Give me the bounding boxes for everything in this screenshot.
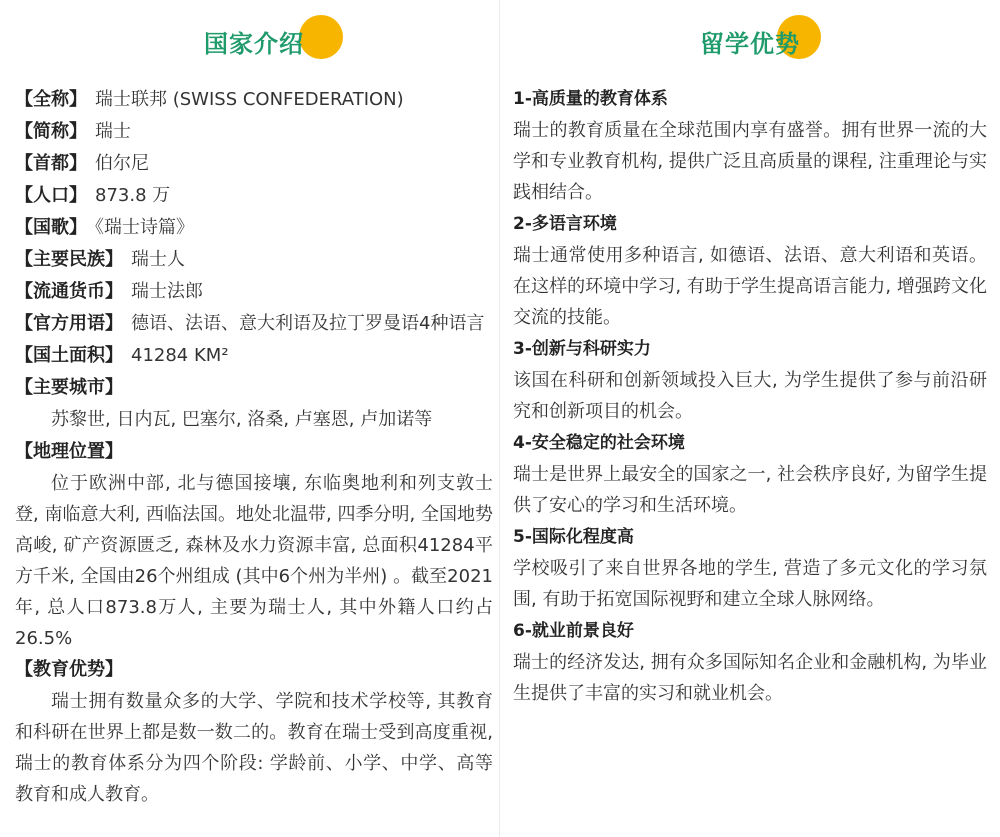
fact-row <box>15 340 493 372</box>
advantage-title: 1-高质量的教育体系 <box>513 89 668 109</box>
advantage-body: 瑞士是世界上最安全的国家之一, 社会秩序良好, 为留学生提供了安心的学习和生活环境。 <box>513 464 987 516</box>
column-divider <box>499 0 500 837</box>
cities-value: 苏黎世, 日内瓦, 巴塞尔, 洛桑, 卢塞恩, 卢加诺等 <box>51 409 433 430</box>
fact-label: 【首都】 <box>15 153 87 174</box>
fact-value: 瑞士法郎 <box>131 281 203 302</box>
fact-value: 873.8 万 <box>95 185 171 206</box>
geo-paragraph: 位于欧洲中部, 北与德国接壤, 东临奥地利和列支敦士登, 南临意大利, 西临法国。地处北温带, 四季分明, 全国地势高峻, 矿产资源匮乏, 森林及水力资源丰富, 总面积41284平方千米, 全国由26个州组成 (其中6个州为半州) 。截至2021年, 总人口873.8万人, 主要为瑞士人, 其中外籍人口约占26.5% <box>15 473 493 649</box>
fact-label: 【国歌】 <box>15 217 87 238</box>
edu-label: 【教育优势】 <box>15 659 123 680</box>
fact-row <box>15 212 493 244</box>
fact-row <box>15 276 493 308</box>
fact-label: 【全称】 <box>15 89 87 110</box>
fact-row <box>15 116 493 148</box>
fact-row <box>15 180 493 212</box>
advantage-title: 3-创新与科研实力 <box>513 339 651 359</box>
fact-label: 【简称】 <box>15 121 87 142</box>
fact-label: 【流通货币】 <box>15 281 123 302</box>
advantage-title: 4-安全稳定的社会环境 <box>513 433 685 453</box>
fact-value: 伯尔尼 <box>95 153 149 174</box>
fact-label: 【人口】 <box>15 185 87 206</box>
fact-value: 瑞士人 <box>131 249 185 270</box>
advantage-body: 瑞士的经济发达, 拥有众多国际知名企业和金融机构, 为毕业生提供了丰富的实习和就业机会。 <box>513 652 987 704</box>
country-intro-section <box>15 0 493 810</box>
geo-label: 【地理位置】 <box>15 441 123 462</box>
fact-value: 瑞士联邦 (SWISS CONFEDERATION) <box>95 89 404 110</box>
country-intro-heading <box>15 0 493 84</box>
fact-value: 瑞士 <box>95 121 131 142</box>
advantage-body: 瑞士的教育质量在全球范围内享有盛誉。拥有世界一流的大学和专业教育机构, 提供广泛且高质量的课程, 注重理论与实践相结合。 <box>513 120 987 203</box>
advantage-body: 该国在科研和创新领域投入巨大, 为学生提供了参与前沿研究和创新项目的机会。 <box>513 370 987 422</box>
fact-label: 【主要民族】 <box>15 249 123 270</box>
edu-label-row <box>15 654 493 686</box>
study-advantages-section <box>513 0 987 712</box>
geo-label-row <box>15 436 493 468</box>
facts-list <box>15 84 493 468</box>
fact-row <box>15 148 493 180</box>
study-advantages-heading <box>513 0 987 84</box>
fact-label: 【官方用语】 <box>15 313 123 334</box>
fact-value: 《瑞士诗篇》 <box>95 217 194 238</box>
advantage-title: 2-多语言环境 <box>513 214 617 234</box>
advantage-title: 6-就业前景良好 <box>513 621 634 641</box>
fact-value: 德语、法语、意大利语及拉丁罗曼语4种语言 <box>131 313 485 334</box>
advantage-body: 学校吸引了来自世界各地的学生, 营造了多元文化的学习氛围, 有助于拓宽国际视野和建立全球人脉网络。 <box>513 558 987 610</box>
cities-label-row <box>15 372 493 404</box>
fact-row <box>15 84 493 116</box>
country-intro-title: 国家介绍 <box>204 30 304 58</box>
edu-paragraph: 瑞士拥有数量众多的大学、学院和技术学校等, 其教育和科研在世界上都是数一数二的。教育在瑞士受到高度重视, 瑞士的教育体系分为四个阶段: 学龄前、小学、中学、高等教育和成人教育。 <box>15 691 493 805</box>
cities-label: 【主要城市】 <box>15 377 123 398</box>
advantage-title: 5-国际化程度高 <box>513 527 634 547</box>
study-advantages-title: 留学优势 <box>700 30 800 58</box>
advantage-body: 瑞士通常使用多种语言, 如德语、法语、意大利语和英语。在这样的环境中学习, 有助于学生提高语言能力, 增强跨文化交流的技能。 <box>513 245 987 328</box>
fact-label: 【国土面积】 <box>15 345 123 366</box>
advantage-list <box>513 86 987 709</box>
fact-row <box>15 308 493 340</box>
fact-row <box>15 244 493 276</box>
fact-value: 41284 KM² <box>131 345 229 366</box>
